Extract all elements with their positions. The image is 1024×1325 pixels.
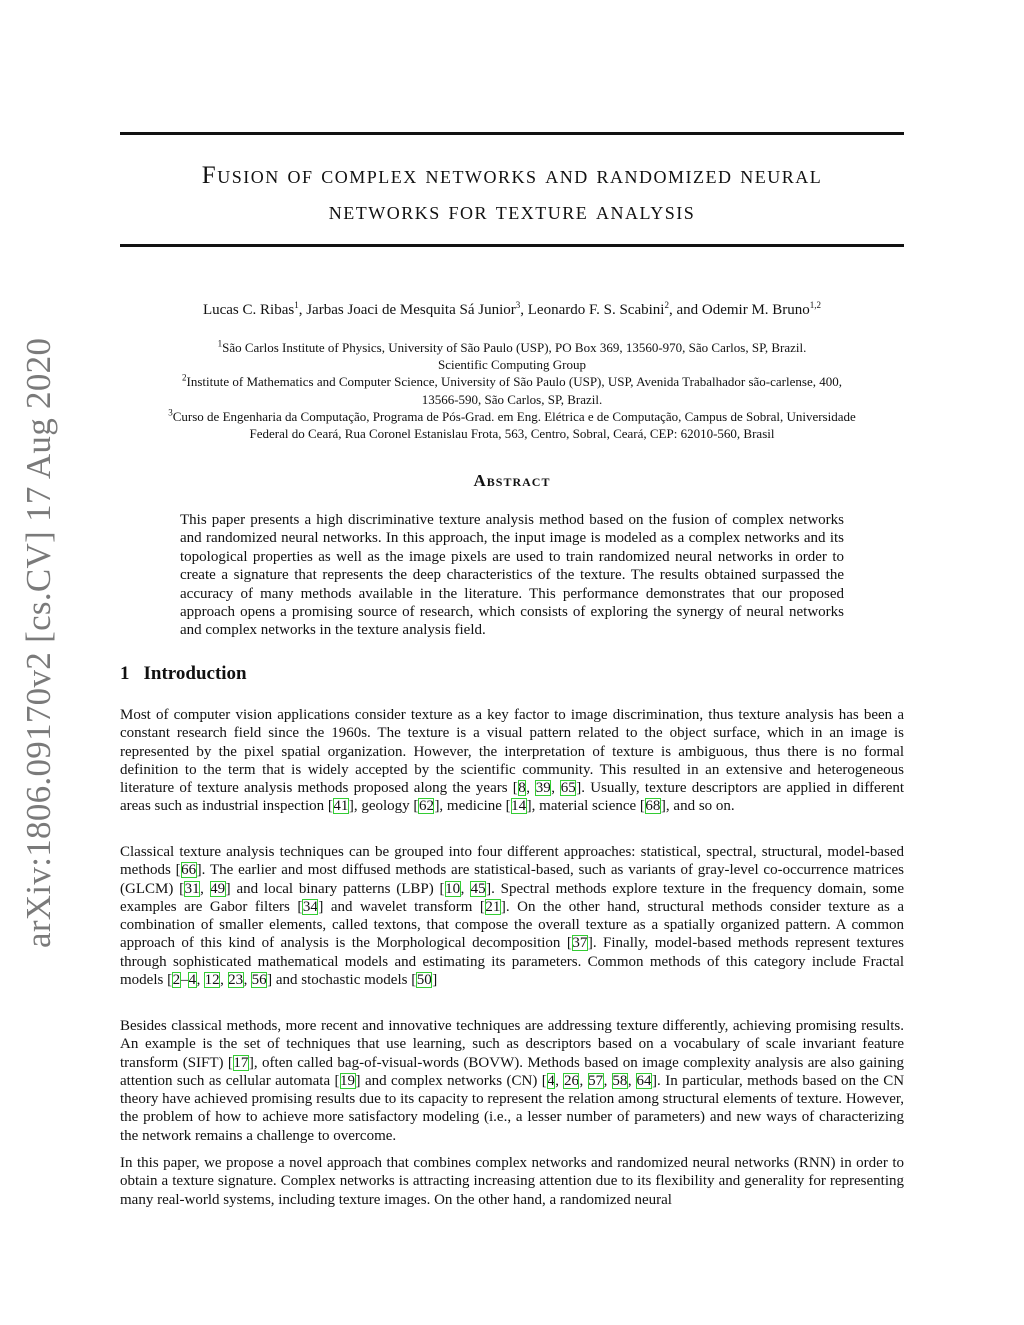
citation-link[interactable]: 34 xyxy=(302,898,318,915)
author-name: Odemir M. Bruno xyxy=(701,302,810,318)
author-affiliation-marker: 1 xyxy=(294,300,299,310)
citation-link[interactable]: 65 xyxy=(560,780,576,797)
citation-link[interactable]: 10 xyxy=(445,880,461,897)
author-name: Leonardo F. S. Scabini xyxy=(527,302,665,318)
affiliation-2-address: 13566-590, São Carlos, SP, Brazil. xyxy=(421,391,603,407)
citation-link[interactable]: 37 xyxy=(572,935,588,952)
affiliation-1-group: Scientific Computing Group xyxy=(437,357,587,373)
citation-link[interactable]: 62 xyxy=(418,798,434,815)
citation-link[interactable]: 41 xyxy=(333,798,349,815)
affiliation-3: $^3$Curso de Engenharia da Computação, Programa de Pós-Grad. em Eng. Elétrica e de Computação, Campus de Sobral, Universidade xyxy=(168,407,856,424)
title-top-rule xyxy=(120,132,904,135)
citation-link[interactable]: 4 xyxy=(188,972,197,989)
abstract-heading: Abstract xyxy=(473,471,551,490)
abstract-text: This paper presents a high discriminative texture analysis method based on the fusion of complex networks and randomized neural networks. In this approach, the input image is modeled as a complex networks and its topological properties as well as the image pixels are used to train randomized neural networks in order to create a signature that represents the deep characteristics of the texture. The results obtained surpassed the accuracy of many methods available in the literature. This performance demonstrates that our proposed approach opens a promising source of research, which consists of exploring the synergy of neural networks and complex networks in the texture analysis field. xyxy=(180,512,844,639)
intro-paragraph-4: In this paper, we propose a novel approach that combines complex networks and randomized neural networks (RNN) in order to obtain a texture signature. Complex networks is attracting increasing attention due to its flexibility and generality for representing many real-world systems, including texture images. On the other hand, a randomized neural xyxy=(120,1155,904,1208)
affiliations xyxy=(110,339,914,442)
author-affiliation-marker: 2 xyxy=(664,300,669,310)
affiliation-2: $^2$Institute of Mathematics and Computer Science, University of São Paulo (USP), USP, Avenida Trabalhador são-carlense, 400, xyxy=(182,373,842,390)
author-affiliation-marker: 1,2 xyxy=(809,300,822,310)
section-heading-introduction xyxy=(120,663,520,685)
author-affiliation-marker: 3 xyxy=(515,300,521,310)
citation-link[interactable]: 45 xyxy=(470,880,486,897)
citation-link[interactable]: 57 xyxy=(588,1072,604,1089)
affiliation-3-address: Federal do Ceará, Rua Coronel Estanislau Frota, 563, Centro, Sobral, Ceará, CEP: 62010-560, Brasil xyxy=(249,426,775,442)
citation-link[interactable]: 50 xyxy=(416,972,432,989)
arxiv-identifier: arXiv:1806.09170v2 [cs.CV] 17 Aug 2020 xyxy=(19,337,58,948)
citation-link[interactable]: 14 xyxy=(511,798,527,815)
intro-paragraph-3: Besides classical methods, more recent and innovative techniques are addressing texture differently, achieving promising results. An example is the set of techniques that use learning, such as descriptors based on a vocabulary of scale invariant feature transform (SIFT) [17], often called bag-of-visual-words (BOVW). Methods based on image complexity analysis are also gaining attention such as cellular automata [19] and complex networks (CN) [4, 26, 57, 58, 64]. In particular, methods based on the CN theory have achieved promising results due to its capacity to represent the relation among structural elements of texture. However, the problem of how to achieve more satisfactory modeling (i.e., a lesser number of parameters) and new ways of characterizing the network remains a challenge to overcome. xyxy=(120,1018,905,1144)
author-list: Lucas C. Ribas$^1$, Jarbas Joaci de Mesquita Sá Junior$^3$, Leonardo F. S. Scabini$^2$, and Odemir M. Bruno$^{1,2}$ xyxy=(202,300,822,318)
citation-link[interactable]: 8 xyxy=(518,780,526,797)
citation-link[interactable]: 21 xyxy=(485,898,501,915)
title-bottom-rule xyxy=(120,244,904,247)
paper-title xyxy=(120,158,904,230)
intro-paragraph-1: Most of computer vision applications consider texture as a key factor to image discrimination, thus texture analysis has been a constant research field since the 1960s. The texture is a visual pattern related to the object surface, which in an image is represented by the pixel spatial organization. However, the interpretation of texture is ambiguous, thus there is no formal definition to the term that is widely accepted by the scientific community. This resulted in an extensive and heterogeneous literature of texture analysis methods proposed along the years [8, 39, 65]. Usually, texture descriptors are applied in different areas such as industrial inspection [41], geology [62], medicine [14], material science [68], and so on. xyxy=(120,707,905,815)
author-name: Lucas C. Ribas xyxy=(202,302,295,318)
citation-link[interactable]: 66 xyxy=(181,862,197,879)
citation-link[interactable]: 68 xyxy=(645,798,661,815)
intro-paragraph-2: Classical texture analysis techniques can be grouped into four different approaches: statistical, spectral, structural, model-based methods [66]. The earlier and most diffused methods are statistical-based, such as variants of gray-level co-occurrence matrices (GLCM) [31, 49] and local binary patterns (LBP) [10, 45]. Spectral methods explore texture in the frequency domain, some examples are Gabor filters [34] and wavelet transform [21]. On the other hand, structural methods consider texture as a combination of smaller elements, called textons, that compose the overall texture as a spatially organized pattern. A common approach of this kind of analysis is the Morphological decomposition [37]. Finally, model-based methods represent textures through sophisticated mathematical models and estimating its parameters. Common methods of this category include Fractal models [2–4, 12, 23, 56] and stochastic models [50] xyxy=(120,844,904,989)
title-line-2: networks for texture analysis xyxy=(328,198,696,225)
citation-link[interactable]: 49 xyxy=(210,880,226,897)
citation-link[interactable]: 17 xyxy=(233,1054,249,1071)
section-number: 1 xyxy=(120,663,130,684)
citation-link[interactable]: 12 xyxy=(204,972,220,989)
title-line-1: Fusion of complex networks and randomized neural xyxy=(201,162,823,189)
citation-link[interactable]: 58 xyxy=(612,1072,628,1089)
citation-link[interactable]: 26 xyxy=(563,1072,579,1089)
citation-link[interactable]: 19 xyxy=(340,1072,356,1089)
citation-link[interactable]: 31 xyxy=(184,880,200,897)
affiliation-1: $^1$São Carlos Institute of Physics, University of São Paulo (USP), PO Box 369, 13560-970, São Carlos, SP, Brazil. xyxy=(217,338,807,355)
citation-link[interactable]: 2 xyxy=(172,972,181,989)
author-name: Jarbas Joaci de Mesquita Sá Junior xyxy=(306,302,516,318)
citation-link[interactable]: 39 xyxy=(535,780,551,797)
section-title: Introduction xyxy=(143,663,247,684)
citation-link[interactable]: 64 xyxy=(636,1072,652,1089)
citation-link[interactable]: 23 xyxy=(228,972,244,989)
citation-link[interactable]: 4 xyxy=(547,1072,555,1089)
citation-link[interactable]: 56 xyxy=(251,972,267,989)
